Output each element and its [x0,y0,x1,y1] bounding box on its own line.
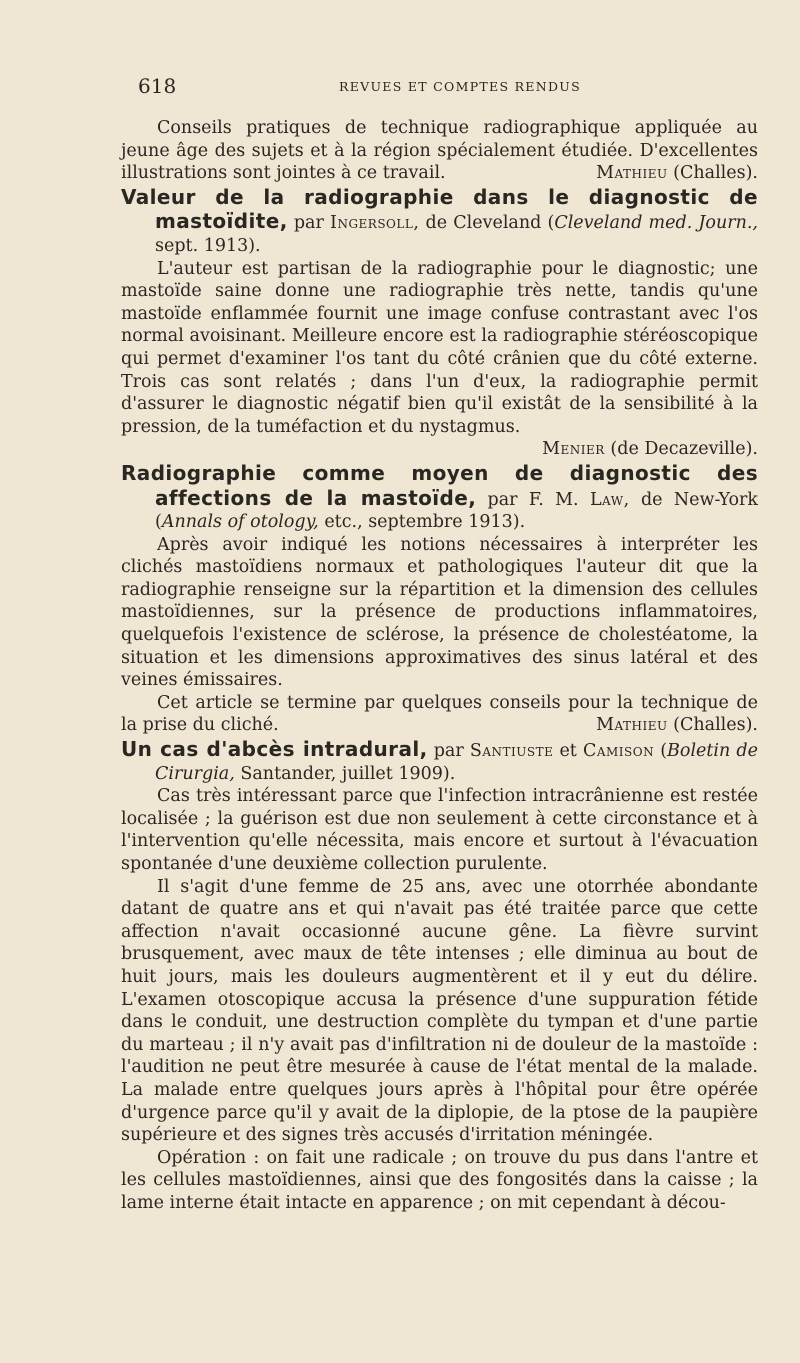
article-open-paren: ( [660,741,668,762]
paragraph-text: Opération : on fait une radicale ; on trouve du pus dans l'antre et les cellules mastoïdiennes, ainsi que des fongosités dans la caisse ; la lame interne était intacte en apparence ; on mit cependant à décou- [121,1147,758,1213]
article-date: Santander, juillet 1909). [240,763,456,784]
article-heading [121,738,758,785]
paragraph [121,692,758,737]
paragraph-text: Cas très intéressant parce que l'infection intracrânienne est restée localisée ; la guérison est due non seulement à cette circonstance et à l'intervention qu'elle nécessita, mais encore et surtout à l'évacuation spontanée d'une deuxième collection purulente. [121,786,758,874]
signature-place: (Challes). [673,715,758,736]
article-from: de New-York ( [155,489,758,533]
article-date: sept. 1913). [155,235,261,256]
page-header [138,74,762,100]
page-number: 618 [138,74,177,98]
signature [121,438,758,461]
article-author: Santiuste [469,741,554,762]
article-heading [121,186,758,258]
paragraph-text: L'auteur est partisan de la radiographie pour le diagnostic; une mastoïde saine donne une radiographie très nette, tandis qu'une mastoïde enflammée fournit une image confuse contrastant avec l'os normal avoisinant. Meilleure encore est la radiographie stéréoscopique qui permet d'examiner l'os tant du côté crânien que du côté externe. Trois cas sont relatés ; dans l'un d'eux, la radiographie permit d'assurer le diagnostic négatif bien qu'il existât de la sensibilité à la pression, de la tuméfaction et du nystagmus. [121,258,758,437]
paragraph-text: Conseils pratiques de technique radiographique appliquée au jeune âge des sujets et à la région spécialement étudiée. D'excellentes illustrations sont jointes à ce travail. [121,118,758,184]
signature-place: (Challes). [673,163,758,184]
article-author: Ingersoll, [330,213,420,234]
article-from: de Cleveland ( [425,213,555,234]
signature [560,714,758,737]
paragraph [121,785,758,875]
article-heading [121,462,758,534]
article-journal: Annals of otology, [161,512,319,533]
paragraph [121,258,758,439]
article-by: par [433,741,464,762]
article-title: Un cas d'abcès intradural, [121,737,428,762]
article-date: etc., septembre 1913). [324,512,526,533]
paragraph [121,534,758,692]
body-text [121,117,758,1215]
paragraph-text: Après avoir indiqué les notions nécessaires à interpréter les clichés mastoïdiens normaux et pathologiques l'auteur dit que la radiographie renseigne sur la répartition et la dimension des cellules mastoïdiennes, sur la présence de productions inflammatoires, quelquefois l'existence de sclérose, la présence de cholestéatome, la situation et les dimensions approximatives des sinus latéral et des veines émissaires. [121,534,758,691]
paragraph [121,876,758,1147]
article-journal: Cleveland med. Journ., [554,213,758,234]
signature-place: (de Decazeville). [610,439,758,460]
article-journal: Boletin de Cirurgia, [155,741,758,784]
article-author: Camison [582,741,655,762]
article-and: et [559,741,577,762]
paragraph-text: Cet article se termine par quelques conseils pour la technique de la prise du cliché. [121,692,758,736]
article-title: Radiographie comme moyen de diagnostic des affections de la mastoïde, [121,460,758,510]
signature-author: Mathieu [596,163,668,184]
signature [560,162,758,185]
article-by: par [293,213,324,234]
signature-author: Mathieu [596,715,668,736]
paragraph [121,117,758,185]
paragraph [121,1147,758,1215]
signature-author: Menier [542,439,605,460]
running-title: REVUES ET COMPTES RENDUS [338,79,581,94]
article-by: par F. M. [487,489,579,510]
paragraph-text: Il s'agit d'une femme de 25 ans, avec une otorrhée abondante datant de quatre ans et qui n'avait pas été traitée parce que cette affection n'avait occasionné aucune gêne. La fièvre survint brusquement, avec maux de tête intenses ; elle diminua au bout de huit jours, mais les douleurs augmentèrent et il y eut du délire. L'examen otoscopique accusa la présence d'une suppuration fétide dans le conduit, une destruction complète du tympan et d'une partie du marteau ; il n'y avait pas d'infiltration ni de douleur de la mastoïde : l'audition ne peut être mesurée à cause de l'état mental de la malade. La malade entre quelques jours après à l'hôpital pour être opérée d'urgence parce qu'il y avait de la diplopie, de la ptose de la paupière supérieure et des signes très accusés d'irritation méningée. [121,876,758,1146]
article-title: Valeur de la radiographie dans le diagnostic de mastoïdite, [121,184,758,234]
article-author: Law, [589,489,630,510]
